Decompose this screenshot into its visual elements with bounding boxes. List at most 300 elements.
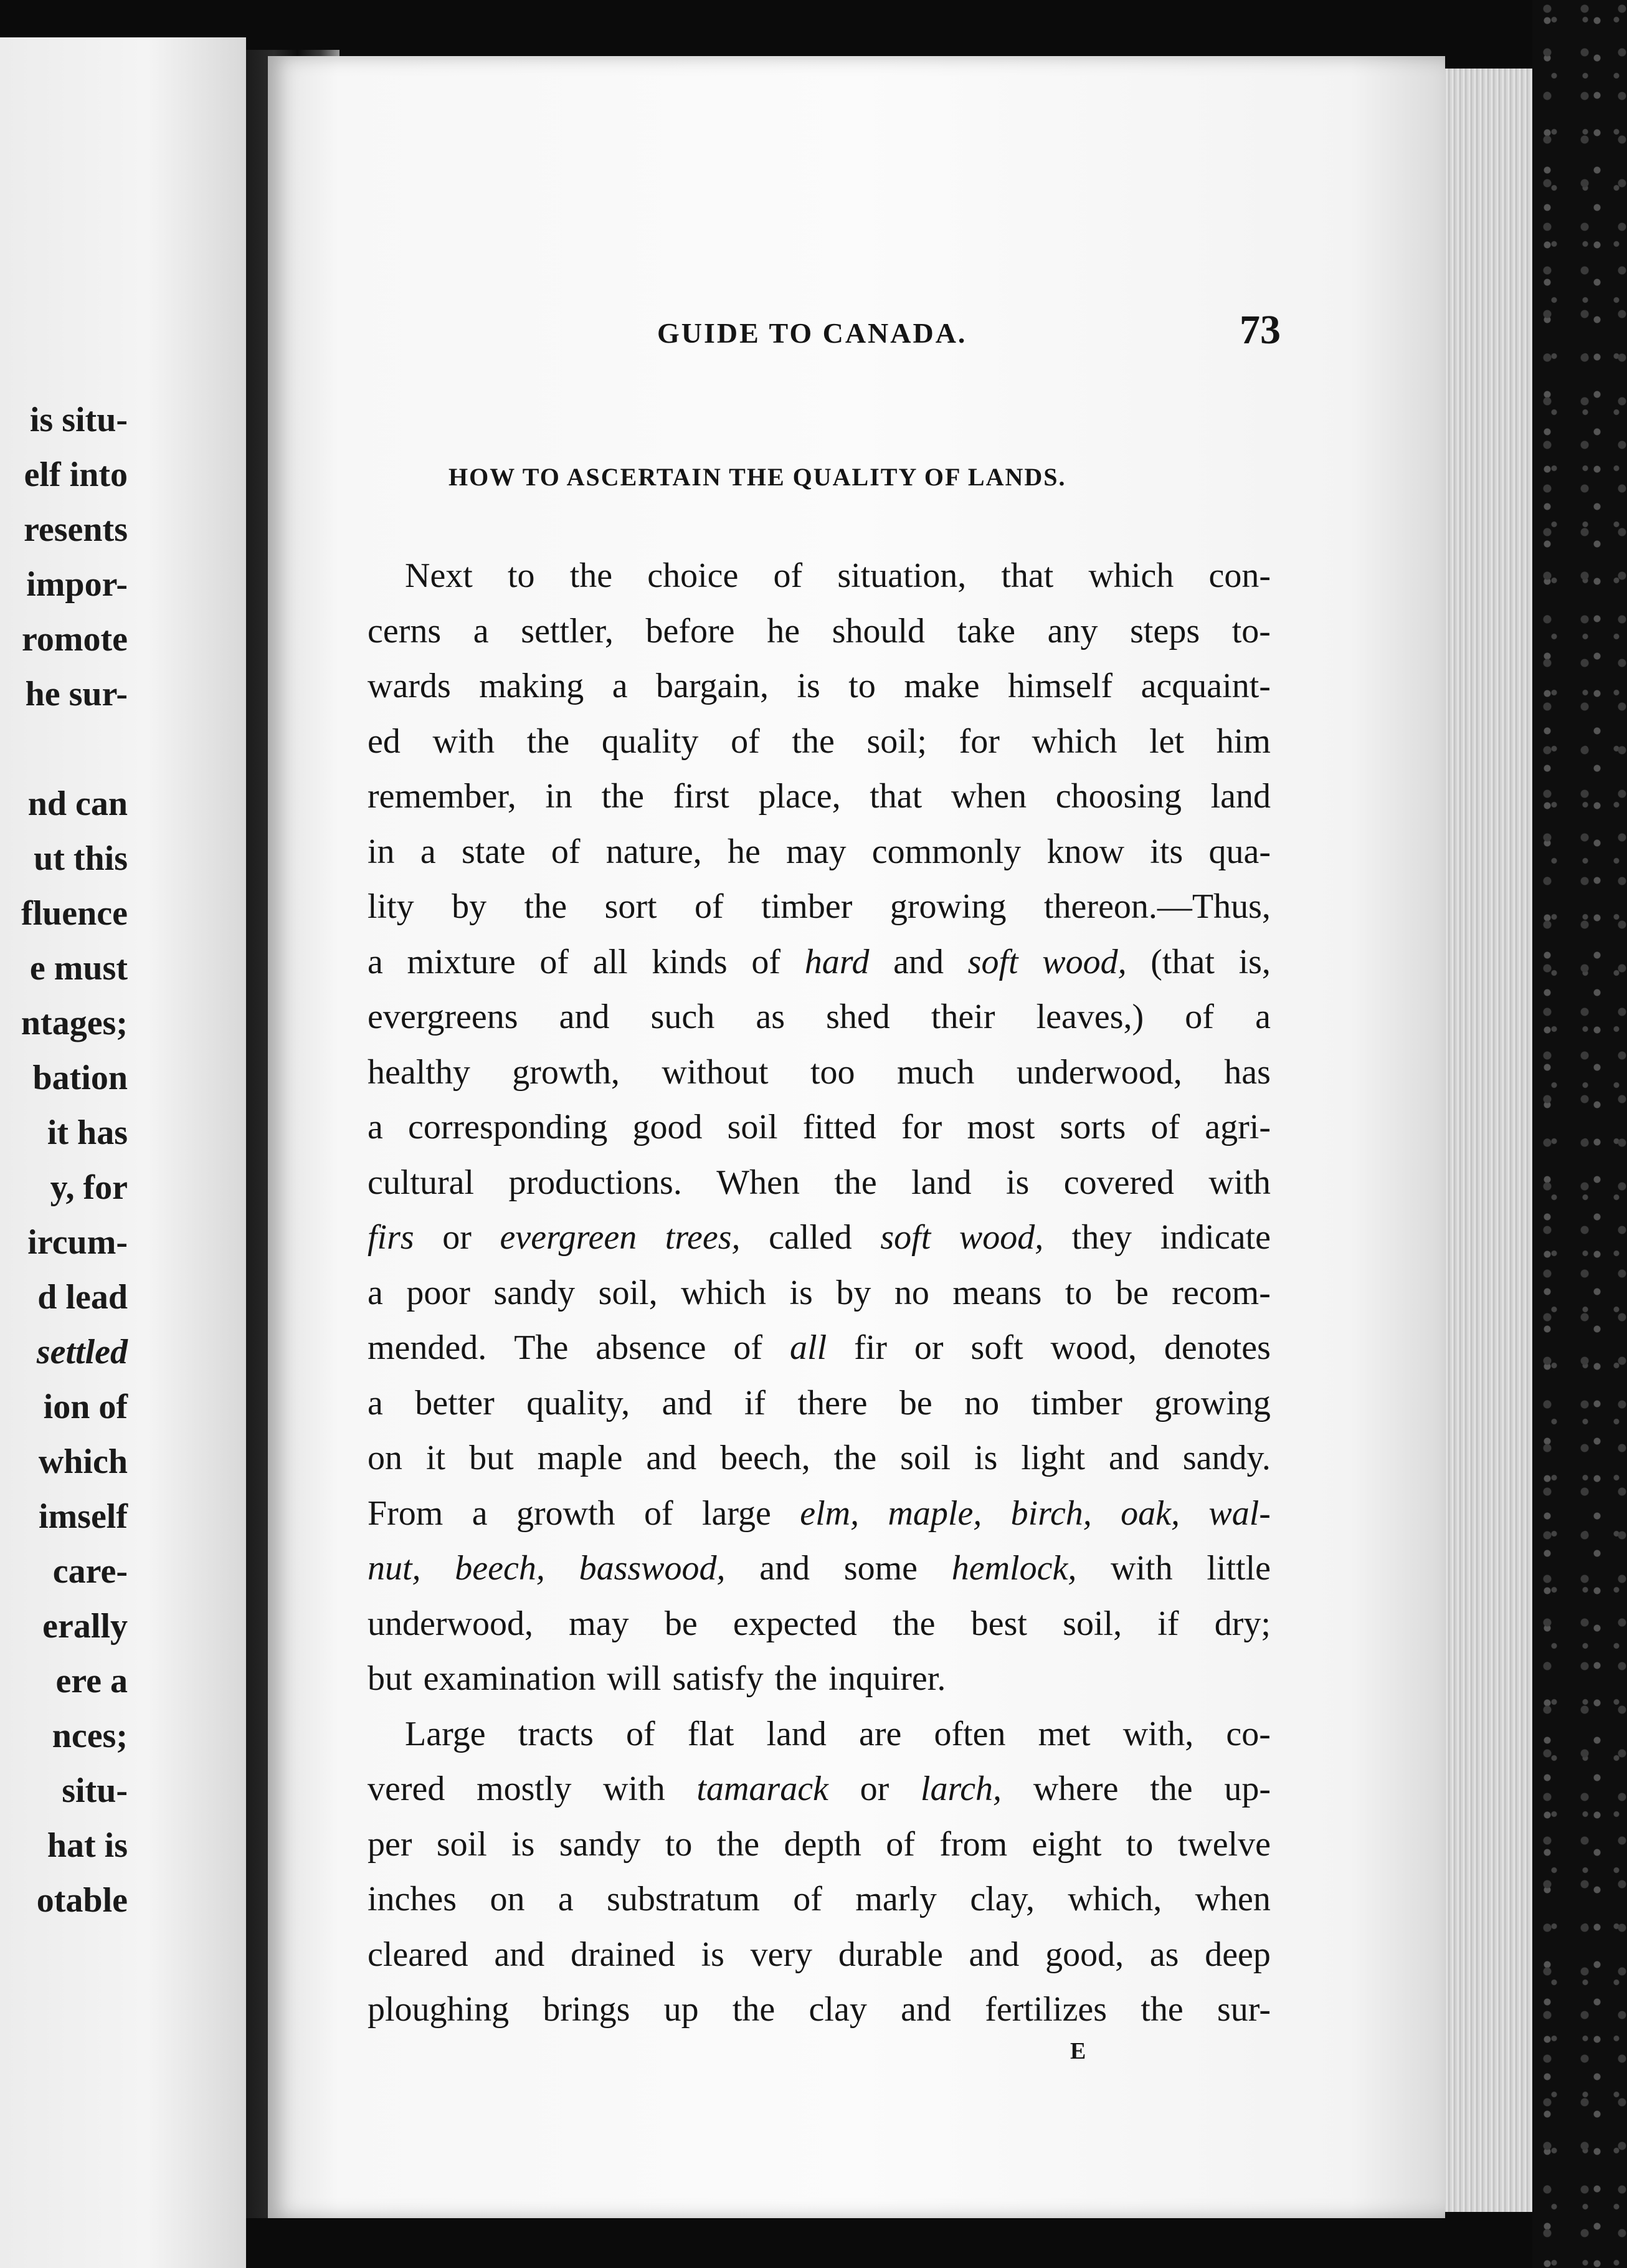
word: let [1149, 722, 1185, 761]
text-line [368, 1817, 1271, 1872]
word: their [931, 998, 995, 1036]
word: covered [1063, 1163, 1174, 1202]
word: a [368, 1108, 383, 1146]
word: be [1115, 1273, 1149, 1312]
word: of [886, 1824, 915, 1864]
word: The [514, 1328, 569, 1367]
word: soil [900, 1439, 951, 1477]
word: a [473, 611, 489, 650]
word: quality [601, 722, 699, 761]
word: shed [826, 998, 890, 1036]
word: the [601, 777, 644, 816]
word: on [368, 1439, 402, 1477]
word: choosing [1055, 777, 1182, 816]
page-number: 73 [1240, 307, 1281, 353]
word: and [494, 1935, 545, 1974]
text-line [368, 1431, 1271, 1486]
word: in [545, 777, 572, 816]
facing-page-line: erally [42, 1607, 128, 1646]
word: of [793, 1880, 822, 1918]
word: no [964, 1383, 1000, 1422]
word: cultural [368, 1163, 475, 1202]
facing-page-line: ntages; [21, 1004, 128, 1042]
word: vered [368, 1770, 445, 1808]
word: to [848, 667, 876, 705]
word: little [1207, 1549, 1271, 1588]
word: such [650, 998, 715, 1036]
word: soil, [1063, 1604, 1122, 1643]
word: a [420, 832, 436, 871]
word: healthy [368, 1052, 470, 1092]
word: be [899, 1383, 932, 1422]
word: before [645, 611, 735, 650]
signature-mark: E [1070, 2038, 1086, 2064]
word: productions. [508, 1163, 682, 1202]
word: of [643, 1494, 673, 1533]
word: fertilizes [985, 1990, 1108, 2029]
word: make [904, 667, 980, 705]
facing-page-line: ere a [55, 1662, 128, 1700]
word: durable [838, 1935, 943, 1974]
word: larch, [920, 1770, 1002, 1808]
word: and [559, 998, 610, 1036]
word: light [1021, 1439, 1086, 1477]
text-line [368, 1927, 1271, 1983]
text-line [368, 824, 1271, 880]
word: timber [1031, 1383, 1122, 1422]
word: where [1033, 1770, 1119, 1808]
text-line [368, 604, 1271, 659]
word: land [766, 1714, 827, 1753]
facing-page-line: otable [36, 1881, 128, 1920]
text-line [368, 1265, 1271, 1321]
text-line [368, 989, 1271, 1045]
word: marly [855, 1880, 937, 1918]
word: called [769, 1218, 852, 1257]
word: sort [604, 887, 657, 926]
word: ploughing [368, 1990, 510, 2029]
word: which [1088, 556, 1174, 595]
word: From [368, 1494, 444, 1533]
word: commonly [871, 832, 1022, 871]
word: soil; [866, 722, 927, 761]
word: he [767, 611, 800, 650]
word: depth [784, 1824, 861, 1864]
word: timber [761, 887, 853, 926]
word: soft [970, 1328, 1023, 1367]
word: is [511, 1824, 535, 1864]
word: a [612, 667, 628, 705]
facing-page-line: imself [38, 1497, 128, 1536]
word: mostly [477, 1770, 572, 1808]
word: the [524, 887, 567, 926]
word: has [1224, 1052, 1271, 1092]
section-heading: HOW TO ASCERTAIN THE QUALITY OF LANDS. [448, 463, 1066, 491]
word: of [733, 1328, 763, 1367]
facing-page-line: it has [47, 1113, 128, 1152]
word: the [716, 1824, 760, 1864]
facing-page-line: which [38, 1442, 128, 1481]
word: by [452, 887, 487, 926]
text-line [368, 1872, 1271, 1927]
word: a [1255, 998, 1271, 1036]
word: any [1047, 611, 1098, 650]
word: hard [804, 942, 870, 981]
word: large [701, 1494, 771, 1533]
word: underwood, [368, 1604, 533, 1643]
word: ed [368, 722, 401, 761]
word: eight [1032, 1824, 1102, 1864]
word: tracts [518, 1714, 594, 1753]
word: recom- [1172, 1273, 1271, 1312]
text-line [368, 1486, 1271, 1541]
word: state [461, 832, 526, 871]
text-line [368, 1100, 1271, 1155]
facing-page-line: y, for [50, 1168, 128, 1207]
word: nature, [605, 832, 702, 871]
text-line [368, 1045, 1271, 1100]
word: with [1111, 1549, 1173, 1588]
text-line [368, 879, 1271, 935]
word: in [368, 832, 395, 871]
word: growing [889, 887, 1007, 926]
word: choice [647, 556, 739, 595]
word: they [1071, 1218, 1132, 1257]
word: he [727, 832, 761, 871]
word: the [569, 556, 613, 595]
word: land [1210, 777, 1271, 816]
word: to [1065, 1273, 1093, 1312]
word: per [368, 1824, 412, 1864]
word: very [750, 1935, 813, 1974]
word: that [870, 777, 923, 816]
word: may [569, 1604, 629, 1643]
word: oak, [1121, 1494, 1180, 1533]
word: wood, [1042, 942, 1127, 981]
word: a [368, 1273, 383, 1312]
word: good [632, 1108, 703, 1146]
word: its [1150, 832, 1183, 871]
text-line [368, 1982, 1271, 2037]
word: land [911, 1163, 972, 1202]
word: is [1005, 1163, 1030, 1202]
word: with [603, 1770, 665, 1808]
text-line [368, 659, 1271, 714]
word: which, [1068, 1880, 1162, 1918]
word: of [626, 1714, 655, 1753]
word: elm, [800, 1494, 860, 1533]
word: (that [1150, 942, 1215, 981]
word: satisfy [672, 1659, 764, 1698]
word: situation, [837, 556, 967, 595]
word: fitted [802, 1108, 876, 1146]
word: and [759, 1549, 810, 1588]
word: to- [1231, 611, 1271, 650]
word: Large [405, 1714, 486, 1753]
text-line [368, 1320, 1271, 1376]
text-line [368, 1596, 1271, 1652]
word: as [1149, 1935, 1179, 1974]
facing-page-line: d lead [37, 1278, 128, 1317]
text-line [368, 769, 1271, 824]
word: co- [1226, 1714, 1271, 1753]
word: himself [1008, 667, 1113, 705]
word: without [662, 1052, 769, 1092]
word: growth, [512, 1052, 620, 1092]
word: if [1157, 1604, 1179, 1643]
word: the [774, 1659, 818, 1698]
word: to [508, 556, 535, 595]
word: sur- [1217, 1990, 1271, 2029]
facing-page-line: ircum- [27, 1223, 128, 1262]
word: twelve [1177, 1824, 1271, 1864]
word: deep [1205, 1935, 1271, 1974]
word: indicate [1160, 1218, 1271, 1257]
word: is [701, 1935, 724, 1974]
word: a [557, 1880, 574, 1918]
word: underwood, [1016, 1052, 1182, 1092]
word: and [893, 942, 944, 981]
word: examination [423, 1659, 596, 1698]
word: denotes [1164, 1328, 1271, 1367]
word: good, [1045, 1935, 1124, 1974]
word: thereon.—Thus, [1044, 887, 1271, 926]
facing-page-line: hat is [47, 1826, 128, 1865]
word: first [673, 777, 729, 816]
text-line [368, 1376, 1271, 1431]
word: the [893, 1604, 936, 1643]
word: take [957, 611, 1015, 650]
word: to [1126, 1824, 1154, 1864]
facing-page-line: resents [24, 510, 128, 549]
word: should [832, 611, 926, 650]
word: often [934, 1714, 1006, 1753]
word: soil [436, 1824, 487, 1864]
word: which [1032, 722, 1117, 761]
word: or [442, 1218, 472, 1257]
word: cleared [368, 1935, 468, 1974]
word: growing [1154, 1383, 1271, 1422]
word: sandy. [1182, 1439, 1271, 1477]
word: cerns [368, 611, 442, 650]
word: basswood, [579, 1549, 726, 1588]
word: all [592, 942, 628, 981]
text-line [368, 548, 1271, 604]
word: inches [368, 1880, 457, 1918]
word: clay [809, 1990, 867, 2029]
word: of [1185, 998, 1214, 1036]
facing-page-line: situ- [62, 1771, 128, 1810]
word: soft [967, 942, 1018, 981]
word: it [425, 1439, 446, 1477]
word: qua- [1208, 832, 1271, 871]
word: beech, [720, 1439, 810, 1477]
word: to [665, 1824, 693, 1864]
word: a [368, 1383, 383, 1422]
word: con- [1208, 556, 1271, 595]
text-line [368, 1155, 1271, 1211]
word: means [952, 1273, 1042, 1312]
word: nut, [368, 1549, 421, 1588]
word: sandy [559, 1824, 641, 1864]
facing-page-left [0, 37, 246, 2268]
facing-page-line: e must [29, 949, 128, 988]
page-edges [1445, 69, 1532, 2212]
word: fir [854, 1328, 887, 1367]
word: bargain, [656, 667, 769, 705]
word: is, [1238, 942, 1271, 981]
word: leaves,) [1036, 998, 1144, 1036]
word: mixture [407, 942, 516, 981]
word: the [732, 1990, 776, 2029]
word: lity [368, 887, 414, 926]
word: and [1109, 1439, 1159, 1477]
word: if [744, 1383, 766, 1422]
facing-page-line: ion of [43, 1388, 128, 1426]
word: that [1001, 556, 1054, 595]
word: birch, [1010, 1494, 1092, 1533]
facing-page-line: fluence [21, 894, 128, 933]
word: evergreen [500, 1218, 637, 1257]
word: acquaint- [1141, 667, 1271, 705]
word: expected [733, 1604, 857, 1643]
word: no [894, 1273, 929, 1312]
word: by [836, 1273, 871, 1312]
word: dry; [1214, 1604, 1271, 1643]
word: drained [570, 1935, 675, 1974]
word: tamarack [696, 1770, 828, 1808]
word: corresponding [408, 1108, 608, 1146]
facing-page-line: is situ- [29, 401, 128, 439]
word: maple [537, 1439, 623, 1477]
word: remember, [368, 777, 516, 816]
word: when [951, 777, 1027, 816]
word: too [810, 1052, 855, 1092]
word: evergreens [368, 998, 518, 1036]
word: kinds [652, 942, 728, 981]
word: making [479, 667, 584, 705]
word: soft [880, 1218, 931, 1257]
word: know [1046, 832, 1125, 871]
word: but [368, 1659, 412, 1698]
word: for [959, 722, 1000, 761]
word: and [646, 1439, 697, 1477]
word: the [834, 1163, 877, 1202]
word: be [664, 1604, 698, 1643]
word: inquirer. [828, 1659, 946, 1698]
word: the [1141, 1990, 1183, 2029]
word: will [607, 1659, 662, 1698]
word: is [789, 1273, 813, 1312]
body-text [368, 548, 1271, 2037]
word: clay, [970, 1880, 1035, 1918]
word: with [432, 722, 495, 761]
word: or [860, 1770, 889, 1808]
word: firs [368, 1218, 414, 1257]
word: of [1150, 1108, 1180, 1146]
word: of [539, 942, 569, 981]
word: mended. [368, 1328, 487, 1367]
word: beech, [455, 1549, 545, 1588]
word: of [695, 887, 724, 926]
word: trees, [665, 1218, 741, 1257]
word: him [1216, 722, 1271, 761]
word: the [526, 722, 570, 761]
facing-page-text [0, 393, 246, 1928]
word: of [751, 942, 781, 981]
word: and [969, 1935, 1020, 1974]
text-line [368, 714, 1271, 770]
word: substratum [607, 1880, 760, 1918]
text-line [368, 1210, 1271, 1265]
word: most [967, 1108, 1035, 1146]
word: and [901, 1990, 951, 2029]
word: hemlock, [951, 1549, 1077, 1588]
word: of [551, 832, 581, 871]
facing-page-line: nces; [52, 1717, 128, 1755]
facing-page-line [0, 722, 246, 776]
facing-page-line: settled [36, 1333, 128, 1371]
word: Next [405, 556, 473, 595]
word: the [833, 1439, 877, 1477]
word: and [662, 1383, 713, 1422]
word: maple, [888, 1494, 982, 1533]
text-line [368, 1761, 1271, 1817]
word: settler, [521, 611, 614, 650]
text-line [368, 1541, 1271, 1596]
word: poor [406, 1273, 471, 1312]
word: soil, [598, 1273, 658, 1312]
facing-page-line: ut this [34, 839, 128, 878]
word: may [786, 832, 847, 871]
word: flat [687, 1714, 734, 1753]
word: sorts [1060, 1108, 1126, 1146]
word: the [1150, 1770, 1193, 1808]
facing-page-line: care- [52, 1552, 128, 1591]
text-line [368, 935, 1271, 990]
word: better [415, 1383, 495, 1422]
word: sandy [493, 1273, 576, 1312]
word: with, [1122, 1714, 1194, 1753]
word: quality, [526, 1383, 630, 1422]
word: there [797, 1383, 868, 1422]
word: but [469, 1439, 514, 1477]
word: a [368, 942, 383, 981]
word: wal- [1208, 1494, 1271, 1533]
word: When [716, 1163, 800, 1202]
facing-page-line: elf into [24, 455, 128, 494]
word: wards [368, 667, 451, 705]
word: brings [543, 1990, 630, 2029]
scan-background [1532, 0, 1627, 2268]
word: is [974, 1439, 998, 1477]
facing-page-line: nd can [27, 784, 128, 823]
word: are [859, 1714, 902, 1753]
word: or [914, 1328, 944, 1367]
word: absence [595, 1328, 706, 1367]
facing-page-line: he sur- [25, 675, 128, 713]
text-line [368, 1651, 1271, 1707]
word: when [1195, 1880, 1271, 1918]
word: wood, [959, 1218, 1044, 1257]
word: up [663, 1990, 699, 2029]
word: all [790, 1328, 827, 1367]
word: with [1208, 1163, 1271, 1202]
word: a [472, 1494, 488, 1533]
word: the [792, 722, 835, 761]
word: up- [1224, 1770, 1271, 1808]
text-line [368, 1707, 1271, 1762]
